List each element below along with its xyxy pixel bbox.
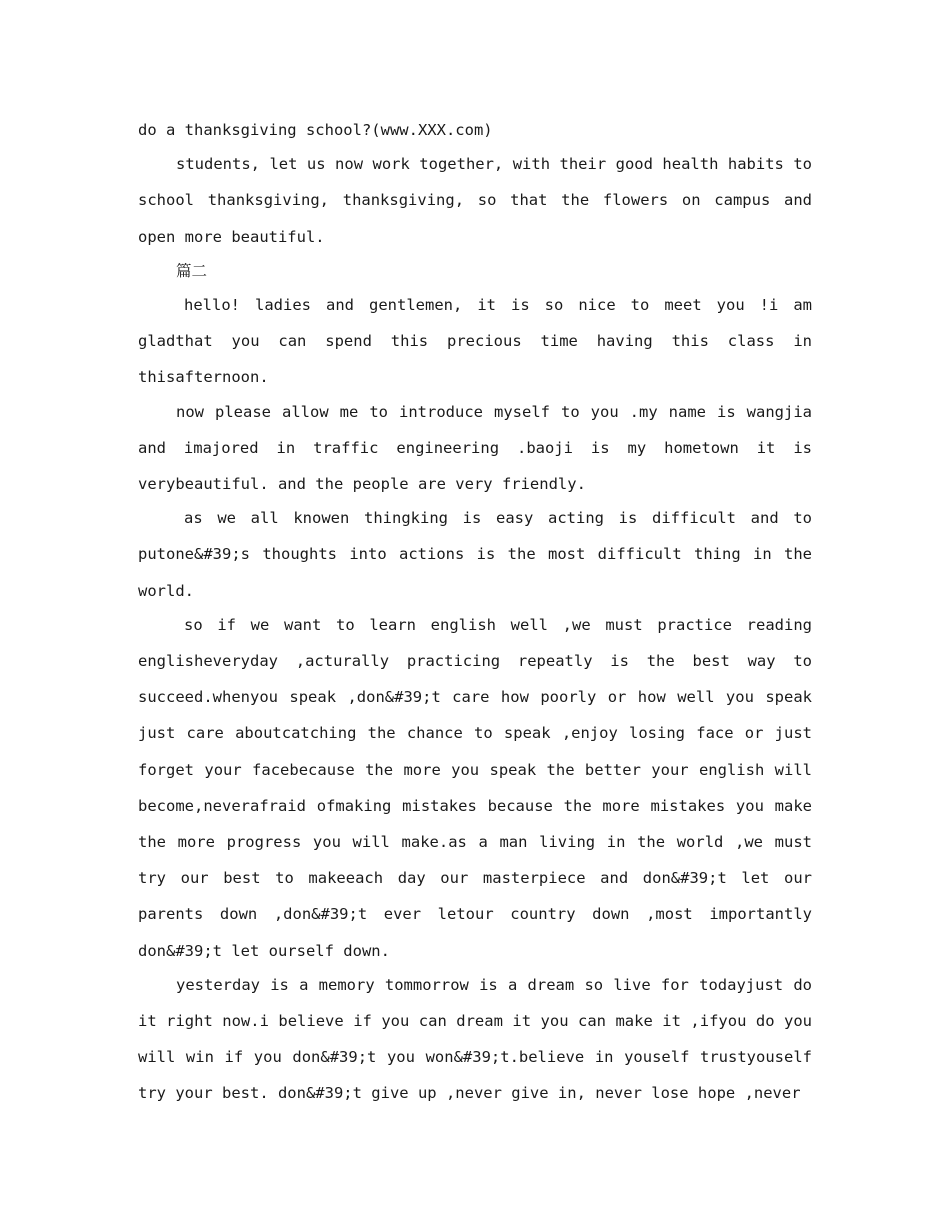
document-body <box>138 112 812 1112</box>
paragraph-thinking: as we all knowen thingking is easy acting is difficult and to putone&#39;s thoughts into actions is the most difficult thing in the world. <box>138 509 812 600</box>
paragraph-students: students, let us now work together, with their good health habits to school thanksgiving, thanksgiving, so that the flowers on campus and open more beautiful. <box>138 155 812 246</box>
section-heading: 篇二 <box>176 261 208 280</box>
paragraph-greeting: hello! ladies and gentlemen, it is so nice to meet you !i am gladthat you can spend this precious time having this class in thisafternoon. <box>138 296 812 387</box>
paragraph-yesterday: yesterday is a memory tommorrow is a dream so live for todayjust do it right now.i believe if you can dream it you can make it ,ifyou do you will win if you don&#39;t you won&#39;t.believe in youself trustyouself try your best. don&#39;t give up ,never give in, never lose hope ,never <box>138 975 812 1103</box>
paragraph-learning-english: so if we want to learn english well ,we must practice reading englisheveryday ,acturally practicing repeatly is the best way to succeed.whenyou speak ,don&#39;t care how poorly or how well you speak just care aboutcatching the chance to speak ,enjoy losing face or just forget your facebecause the more you speak the better your english will become,neverafraid ofmaking mistakes because the more mistakes you make the more progress you will make.as a man living in the world ,we must try our best to makeeach day our masterpiece and don&#39;t let our parents down ,don&#39;t ever letour country down ,most importantly don&#39;t let ourself down. <box>138 615 812 960</box>
paragraph-introduction: now please allow me to introduce myself to you .my name is wangjia and imajored in traffic engineering .baoji is my hometown it is verybeautiful. and the people are very friendly. <box>138 402 812 494</box>
paragraph-intro-line: do a thanksgiving school?(www.XXX.com) <box>138 121 493 139</box>
